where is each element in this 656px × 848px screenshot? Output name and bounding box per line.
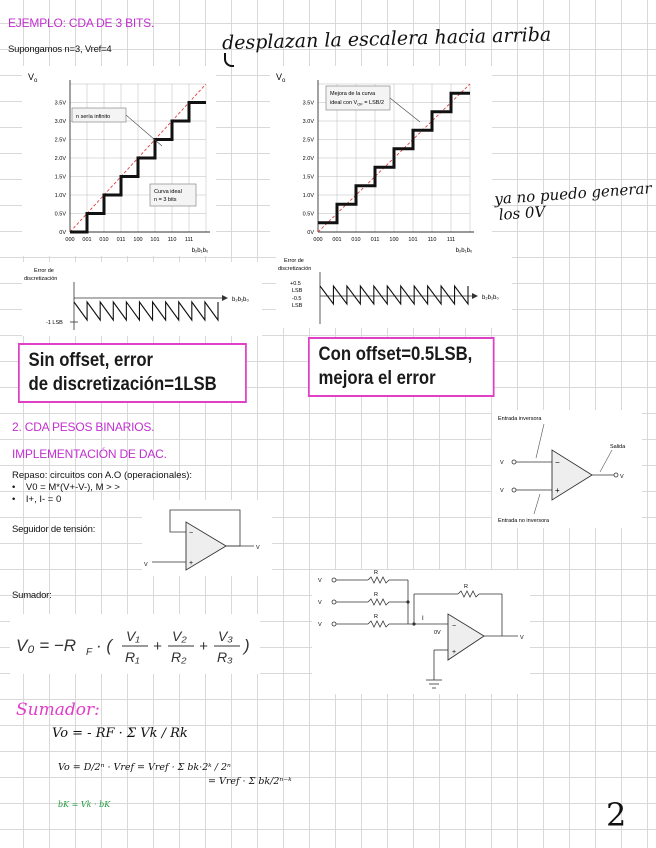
handwritten-note-top: desplazan la escalera hacia arriba (221, 23, 552, 55)
x-axis-label: b₂b₁b₀ (455, 248, 473, 254)
pointer-line (534, 494, 540, 514)
callout-ideal-line1: Curva ideal (154, 189, 182, 195)
pointer-line (600, 450, 612, 472)
error-chart-right (276, 254, 512, 328)
y-tick-label: 3.0V (302, 119, 314, 125)
y-tick-label: 3.5V (54, 100, 66, 107)
y-tick-label: 2.0V (302, 156, 314, 162)
summary-box-line2: de discretización=1LSB (28, 374, 217, 395)
plus-sign: + (452, 649, 457, 656)
y-tick-label: 2.5V (302, 137, 314, 144)
terminal (614, 473, 618, 477)
callout-line1: Mejora de la curva (330, 91, 376, 97)
summary-box-line1: Sin offset, error (28, 350, 154, 371)
page-number: 2 (606, 796, 627, 834)
x-tick-label: 101 (150, 237, 160, 243)
sawtooth-series (74, 302, 218, 320)
handwritten-note-side (483, 180, 653, 224)
plus2: + (199, 638, 208, 655)
seguidor-label: Seguidor de tensión: (12, 524, 96, 535)
plus-sign: + (555, 486, 560, 495)
x-tick-label: 000 (65, 237, 75, 243)
y-tick-label: 1.0V (302, 193, 314, 199)
y-tick-label: 1.5V (54, 174, 66, 181)
tick-minus-unit: LSB (292, 303, 303, 309)
x-tick-label: 111 (184, 237, 194, 243)
opamp-diagram (492, 410, 642, 528)
summer-formula (10, 614, 260, 674)
y-axis-label: $V_o$ (28, 72, 38, 84)
frac3-num: V₃ (218, 628, 233, 644)
x-tick-label: 010 (99, 237, 109, 243)
x-tick-label: 111 (446, 237, 456, 243)
tick-minus: -0.5 (292, 296, 302, 302)
note-arrow (224, 53, 234, 67)
close-paren: ) (244, 636, 250, 655)
label-v1: V (318, 578, 322, 584)
sumador-label: Sumador: (12, 590, 52, 601)
frac1-num: V₁ (126, 628, 140, 644)
x-tick-label: 011 (370, 237, 380, 243)
label-v-plus: V (500, 488, 504, 494)
terminal (332, 578, 336, 582)
error-label-line2: discretización (278, 266, 312, 272)
error-label-line1: Error de (34, 268, 54, 274)
formula-dot: · ( (96, 636, 113, 655)
junction (412, 622, 415, 625)
handwritten-note-side-line2: los 0V (498, 202, 546, 224)
x-tick-label: 100 (389, 237, 399, 243)
label-vo: V (620, 474, 624, 480)
y-tick-labels (55, 101, 67, 237)
summary-box-no-offset (18, 343, 247, 403)
voltage-follower-diagram (142, 500, 272, 576)
y-tick-label: 2.5V (54, 137, 66, 144)
y-tick-label: 3.0V (54, 119, 66, 125)
terminal (512, 460, 516, 464)
plus-sign: + (189, 560, 194, 567)
staircase-chart-left (22, 66, 216, 256)
y-axis-label: $V_o$ (276, 72, 286, 84)
frac1-den: R₁ (125, 649, 140, 665)
x-tick-label: 010 (351, 237, 361, 243)
x-tick-label: 100 (133, 237, 143, 243)
frac2-num: V₂ (172, 628, 187, 644)
bullet-item: • I+, I- = 0 (12, 494, 62, 505)
formula-rf-sub: F (86, 647, 93, 658)
sawtooth-series (320, 286, 468, 304)
x-tick-label: 001 (82, 237, 92, 243)
x-tick-label: 110 (427, 237, 437, 243)
x-axis-label: b₂b₁b₀ (191, 248, 209, 254)
y-tick-label: 1.0V (54, 193, 66, 199)
error-x-arrow (222, 295, 228, 301)
y-tick-label: 0.5V (54, 211, 66, 218)
handwritten-eq3: bK = Vk · bK (58, 800, 111, 809)
y-tick-label: 0V (59, 230, 66, 236)
label-v-minus: V (500, 460, 504, 466)
y-tick-label: 1.5V (302, 174, 314, 181)
terminal (332, 622, 336, 626)
minus-sign: − (189, 530, 194, 537)
section-subtitle: Supongamos n=3, Vref=4 (8, 44, 112, 55)
error-label-line1: Error de (284, 258, 304, 264)
label-r1: R (374, 570, 378, 576)
label-entrada-no-inversora: Entrada no inversora (498, 518, 550, 524)
section2-subheading: IMPLEMENTACIÓN DE DAC. (12, 447, 167, 461)
section-title: EJEMPLO: CDA DE 3 BITS. (8, 16, 155, 30)
error-x-arrow (472, 293, 478, 299)
summary-box-line1: Con offset=0.5LSB, (318, 344, 473, 365)
x-tick-labels (65, 237, 193, 243)
label-rf: R (464, 584, 468, 590)
repaso-text: Repaso: circuitos con A.O (operacionales): (12, 470, 193, 481)
handwritten-eq2a: Vo = D/2ⁿ · Vref = Vref · Σ bk·2ᵏ / 2ⁿ (58, 762, 231, 773)
summary-box-offset (308, 337, 495, 397)
section2-heading: 2. CDA PESOS BINARIOS. (12, 420, 155, 434)
callout-line2: ideal con $V_{OF} = LSB/2$ (330, 100, 385, 107)
y-tick-labels (303, 101, 315, 237)
label-r3: R (374, 614, 378, 620)
pointer-line (536, 424, 544, 458)
handwritten-eq2b: = Vref · Σ bk/2ⁿ⁻ᵏ (208, 776, 292, 787)
label-vo: V (256, 545, 260, 551)
error-x-label: b₂b₁b₀ (232, 297, 249, 303)
minus-sign: − (452, 623, 457, 630)
x-tick-label: 110 (167, 237, 177, 243)
x-tick-labels (313, 237, 455, 243)
tick-plus-unit: LSB (292, 288, 303, 294)
label-0v: 0V (434, 630, 441, 636)
label-vo: V (520, 635, 524, 641)
label-current: I (422, 616, 424, 622)
y-tick-label: 0V (307, 230, 314, 236)
bullet-item: • V0 = M*(V+-V-), M > > (12, 482, 120, 493)
frac2-den: R₂ (171, 649, 187, 665)
summer-formula-svg (10, 614, 260, 674)
callout-pointer (390, 98, 420, 122)
x-tick-label: 101 (408, 237, 418, 243)
handwritten-note-side-line1: ¡ ya no puedo generar (483, 179, 653, 209)
terminal (512, 488, 516, 492)
callout-pointer (126, 115, 162, 146)
error-label-line2: discretización (24, 276, 58, 282)
y-tick-label: 0.5V (302, 211, 314, 218)
x-tick-label: 001 (332, 237, 342, 243)
frac3-den: R₃ (217, 649, 233, 665)
label-v2: V (318, 600, 322, 606)
x-tick-label: 000 (313, 237, 323, 243)
label-v3: V (318, 622, 322, 628)
summer-circuit-diagram (312, 570, 530, 694)
callout-infinite: n sería infinito (76, 114, 111, 120)
staircase-chart-right (270, 66, 492, 256)
error-x-label: b₂b₁b₀ (482, 295, 499, 301)
terminal (332, 600, 336, 604)
label-entrada-inversora: Entrada inversora (498, 416, 542, 422)
minus-sign: − (555, 458, 560, 467)
y-tick-label: 2.0V (54, 156, 66, 162)
error-chart-left (22, 262, 262, 336)
y-tick-label: 3.5V (302, 100, 314, 107)
callout-ideal-line2: n = 3 bits (154, 197, 177, 203)
lsb-label: -1 LSB (46, 320, 63, 326)
formula-lhs: V₀ = −R (16, 636, 77, 655)
junction (406, 600, 409, 603)
summary-box-line2: mejora el error (318, 368, 436, 389)
tick-plus: +0.5 (290, 281, 301, 287)
label-salida: Salida (610, 444, 626, 450)
handwritten-eq1: Vo = - RF · Σ Vk / Rk (52, 726, 188, 741)
handwritten-sumador: Sumador: (16, 700, 100, 720)
label-vi: V (144, 562, 148, 568)
label-r2: R (374, 592, 378, 598)
x-tick-label: 011 (116, 237, 126, 243)
plus1: + (153, 638, 162, 655)
